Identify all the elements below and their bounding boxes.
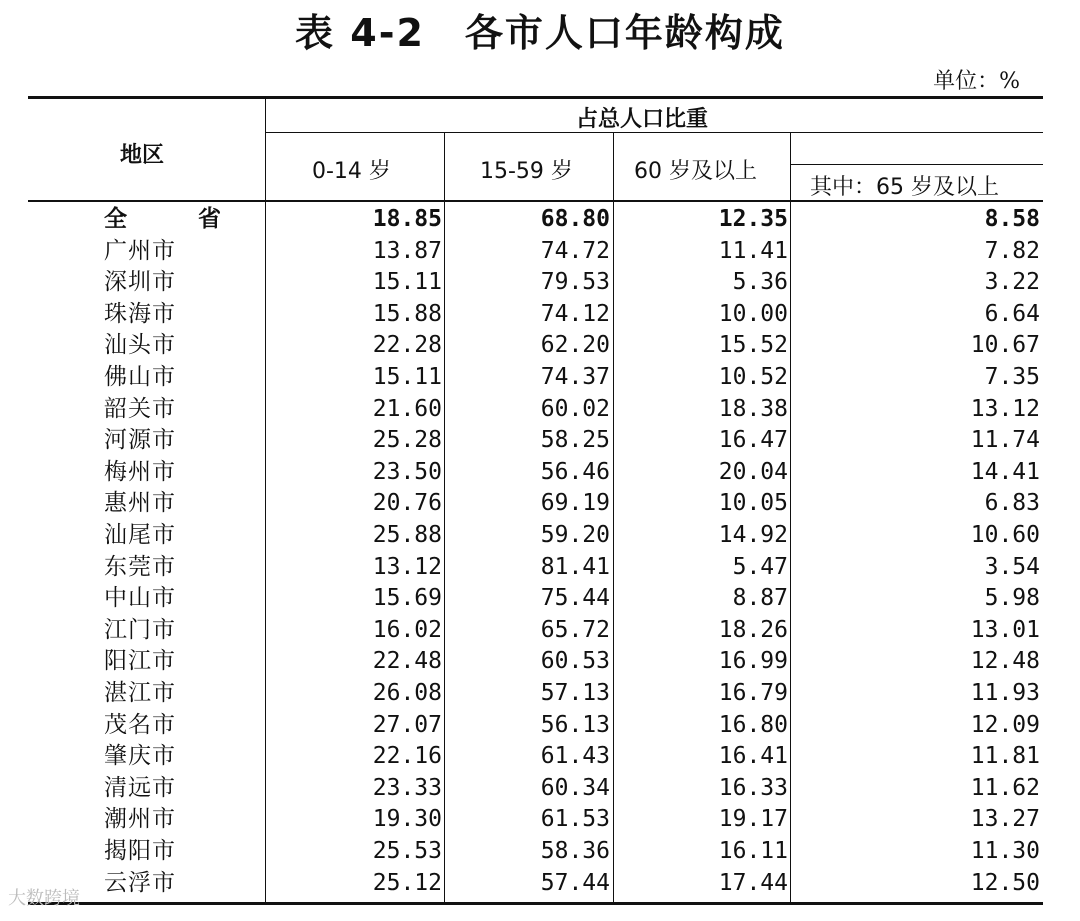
value-cell: 7.35 <box>984 364 1040 390</box>
value-cell: 13.01 <box>970 616 1040 643</box>
value-cell: 22.28 <box>372 332 442 359</box>
value-cell: 17.44 <box>718 869 788 896</box>
value-cell: 16.80 <box>718 711 788 738</box>
header-region: 地区 <box>120 143 165 168</box>
value-cell: 14.92 <box>718 522 788 548</box>
value-cell: 58.25 <box>540 427 610 454</box>
value-cell: 61.43 <box>540 743 610 770</box>
value-cell: 7.82 <box>984 237 1040 264</box>
value-cell: 60.34 <box>540 774 610 801</box>
value-cell: 18.85 <box>372 206 442 232</box>
table-row <box>0 299 1080 331</box>
region-cell: 中山市 <box>104 585 176 612</box>
value-cell: 25.88 <box>372 522 442 548</box>
value-cell: 74.12 <box>540 300 610 327</box>
region-cell: 韶关市 <box>104 395 176 422</box>
value-cell: 12.35 <box>718 206 788 232</box>
value-cell: 16.47 <box>718 427 788 454</box>
value-cell: 16.33 <box>718 774 788 801</box>
value-cell: 74.72 <box>540 237 610 264</box>
region-cell: 肇庆市 <box>104 743 176 770</box>
region-cell: 茂名市 <box>104 711 176 738</box>
table-row <box>0 236 1080 268</box>
table-row <box>0 204 1080 236</box>
value-cell: 60.53 <box>540 648 610 675</box>
value-cell: 8.58 <box>984 206 1040 232</box>
header-group: 占总人口比重 <box>576 107 709 132</box>
region-cell: 河源市 <box>104 427 176 454</box>
region-cell: 阳江市 <box>104 648 176 675</box>
value-cell: 61.53 <box>540 806 610 833</box>
value-cell: 74.37 <box>540 364 610 390</box>
region-cell: 潮州市 <box>104 806 176 833</box>
table-row <box>0 425 1080 457</box>
value-cell: 16.99 <box>718 648 788 675</box>
value-cell: 5.98 <box>984 585 1040 612</box>
table-row <box>0 741 1080 773</box>
value-cell: 15.11 <box>372 364 442 390</box>
value-cell: 13.27 <box>970 806 1040 833</box>
value-cell: 57.44 <box>540 869 610 896</box>
value-cell: 58.36 <box>540 838 610 864</box>
table-row <box>0 457 1080 489</box>
value-cell: 12.09 <box>970 711 1040 738</box>
region-cell: 云浮市 <box>104 869 176 896</box>
value-cell: 19.30 <box>372 806 442 833</box>
value-cell: 18.38 <box>718 395 788 422</box>
table-row <box>0 552 1080 584</box>
value-cell: 13.12 <box>970 395 1040 422</box>
watermark: 大数跨境 <box>8 888 80 909</box>
value-cell: 11.62 <box>970 774 1040 801</box>
value-cell: 16.02 <box>372 616 442 643</box>
header-col-65-plus: 其中：65 岁及以上 <box>810 175 999 200</box>
value-cell: 75.44 <box>540 585 610 612</box>
region-cell: 珠海市 <box>104 300 176 327</box>
table-title: 表 4-2 各市人口年龄构成 <box>295 11 785 55</box>
value-cell: 6.64 <box>984 300 1040 327</box>
value-cell: 25.28 <box>372 427 442 454</box>
value-cell: 56.46 <box>540 458 610 485</box>
value-cell: 15.52 <box>718 332 788 359</box>
value-cell: 11.30 <box>970 838 1040 864</box>
table-row <box>0 394 1080 426</box>
value-cell: 27.07 <box>372 711 442 738</box>
region-cell: 湛江市 <box>104 680 176 706</box>
region-cell: 汕头市 <box>104 332 176 359</box>
region-cell: 清远市 <box>104 774 176 801</box>
value-cell: 57.13 <box>540 680 610 706</box>
value-cell: 65.72 <box>540 616 610 643</box>
table-row <box>0 330 1080 362</box>
table-row <box>0 710 1080 742</box>
value-cell: 10.52 <box>718 364 788 390</box>
value-cell: 11.74 <box>970 427 1040 454</box>
value-cell: 60.02 <box>540 395 610 422</box>
value-cell: 18.26 <box>718 616 788 643</box>
value-cell: 3.22 <box>984 269 1040 296</box>
header-col-15-59: 15-59 岁 <box>480 159 573 184</box>
value-cell: 21.60 <box>372 395 442 422</box>
value-cell: 59.20 <box>540 522 610 548</box>
region-cell: 江门市 <box>104 616 176 643</box>
table-row <box>0 646 1080 678</box>
region-cell: 东莞市 <box>104 553 176 580</box>
value-cell: 16.41 <box>718 743 788 770</box>
table-row <box>0 804 1080 836</box>
table-row <box>0 488 1080 520</box>
region-cell: 全 省 <box>104 206 245 232</box>
value-cell: 56.13 <box>540 711 610 738</box>
region-cell: 揭阳市 <box>104 838 176 864</box>
value-cell: 10.00 <box>718 300 788 327</box>
value-cell: 26.08 <box>372 680 442 706</box>
unit-label: 单位：% <box>933 69 1020 94</box>
header-col-0-14: 0-14 岁 <box>312 159 391 184</box>
value-cell: 62.20 <box>540 332 610 359</box>
value-cell: 23.33 <box>372 774 442 801</box>
value-cell: 79.53 <box>540 269 610 296</box>
bottom-rule <box>28 902 1043 905</box>
table-row <box>0 362 1080 394</box>
table-row <box>0 868 1080 900</box>
value-cell: 20.04 <box>718 458 788 485</box>
value-cell: 81.41 <box>540 553 610 580</box>
table-row <box>0 583 1080 615</box>
table-row <box>0 836 1080 868</box>
value-cell: 13.12 <box>372 553 442 580</box>
value-cell: 11.41 <box>718 237 788 264</box>
table-row <box>0 267 1080 299</box>
value-cell: 10.67 <box>970 332 1040 359</box>
value-cell: 6.83 <box>984 490 1040 517</box>
value-cell: 11.93 <box>970 680 1040 706</box>
table-row <box>0 520 1080 552</box>
value-cell: 16.11 <box>718 838 788 864</box>
value-cell: 22.48 <box>372 648 442 675</box>
region-cell: 广州市 <box>104 237 176 264</box>
value-cell: 68.80 <box>540 206 610 232</box>
value-cell: 15.11 <box>372 269 442 296</box>
region-cell: 汕尾市 <box>104 522 176 548</box>
sub-header-rule <box>790 164 1043 165</box>
value-cell: 12.50 <box>970 869 1040 896</box>
table-row <box>0 773 1080 805</box>
region-cell: 惠州市 <box>104 490 176 517</box>
value-cell: 25.53 <box>372 838 442 864</box>
value-cell: 15.69 <box>372 585 442 612</box>
value-cell: 12.48 <box>970 648 1040 675</box>
value-cell: 16.79 <box>718 680 788 706</box>
value-cell: 19.17 <box>718 806 788 833</box>
value-cell: 3.54 <box>984 553 1040 580</box>
value-cell: 15.88 <box>372 300 442 327</box>
region-cell: 深圳市 <box>104 269 176 296</box>
region-cell: 佛山市 <box>104 364 176 390</box>
region-cell: 梅州市 <box>104 458 176 485</box>
value-cell: 11.81 <box>970 743 1040 770</box>
top-rule <box>28 96 1043 99</box>
table-row <box>0 615 1080 647</box>
header-col-60-plus: 60 岁及以上 <box>634 159 757 184</box>
value-cell: 69.19 <box>540 490 610 517</box>
value-cell: 10.05 <box>718 490 788 517</box>
table-row <box>0 678 1080 710</box>
value-cell: 5.47 <box>732 553 788 580</box>
value-cell: 10.60 <box>970 522 1040 548</box>
value-cell: 14.41 <box>970 458 1040 485</box>
value-cell: 5.36 <box>732 269 788 296</box>
value-cell: 13.87 <box>372 237 442 264</box>
value-cell: 22.16 <box>372 743 442 770</box>
value-cell: 8.87 <box>732 585 788 612</box>
value-cell: 23.50 <box>372 458 442 485</box>
value-cell: 20.76 <box>372 490 442 517</box>
value-cell: 25.12 <box>372 869 442 896</box>
